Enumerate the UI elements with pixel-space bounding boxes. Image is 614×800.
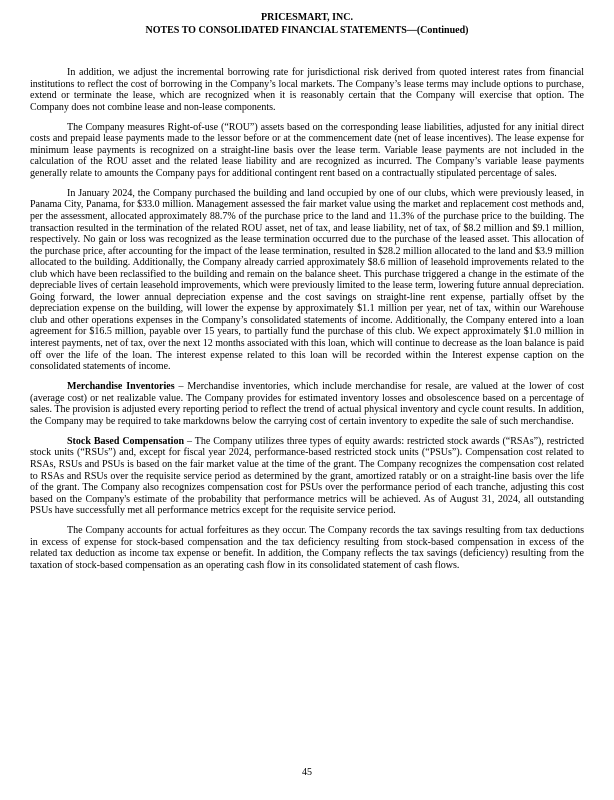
paragraph-text: The Company accounts for actual forfeitures as they occur. The Company records the tax savings resulting from tax deductions in excess of expense for stock-based compensation and the tax deficiency resulting from stock-based compensation in excess of the related tax deduction as income tax expense or benefit. In addition, the Company reflects the tax savings (deficiency) resulting from the taxation of stock-based compensation as an operating cash flow in its consolidated statement of cash flows. [30,525,584,571]
paragraph [30,381,584,427]
paragraph [30,67,584,113]
paragraph-text: In January 2024, the Company purchased the building and land occupied by one of our clubs, which were previously leased, in Panama City, Panama, for $33.0 million. Management assessed the fair market value using the market and replacement cost methods and, per the assessment, allocated approximately 88.7% of the purchase price to the land and 11.3% of the purchase price to the building. The transaction resulted in the termination of the related ROU asset, net of tax, and lease liability, net of tax, of $8.2 million and $9.1 million, respectively. No gain or loss was recognized as the lease termination occurred due to the purchase of the leased asset. This allocation of the purchase price, after accounting for the impact of the lease termination, resulted in $28.2 million allocated to the land and $3.9 million allocated to the building. Additionally, the Company already carried approximately $8.6 million of leasehold improvements related to the club which have been reclassified to the building and remain on the balance sheet. This purchase triggered a change in the estimate of the depreciable lives of certain leasehold improvements, which were previously limited to the lease term, lowering future annual depreciation. Going forward, the lower annual depreciation expense and the cost savings on straight-line rent expense, partially offset by the depreciation expense on the building, will lower the expense by approximately $1.1 million per year, net of tax, within our Warehouse club and other operations expenses in the Company’s consolidated statements of income. Additionally, the Company entered into a loan agreement for $16.5 million, payable over 15 years, to partially fund the purchase of this club. We expect approximately $1.0 million in interest payments, net of tax, over the next 12 months associated with this loan, which will continue to decrease as the loan balance is paid off over the life of the loan. The interest expense related to this loan will be recorded within the Interest expense caption on the consolidated statements of income. [30,187,585,373]
paragraph-text: In addition, we adjust the incremental borrowing rate for jurisdictional risk derived from quoted interest rates from financial institutions to reflect the cost of borrowing in the Company’s local markets. The Company’s lease terms may include options to purchase, extend or terminate the lease, which are recognized when it is reasonably certain that the Company will exercise that option. The Company does not combine lease and non-lease components. [30,67,584,113]
paragraph [30,188,584,373]
paragraph-text: – Merchandise inventories, which include merchandise for resale, are valued at the lower of cost (average cost) or net realizable value. The Company provides for estimated inventory losses and obsolescence based on a percentage of sales. The provision is adjusted every reporting period to reflect the trend of actual physical inventory and cycle count results. In addition, the Company may be required to take markdowns below the carrying cost of certain inventory to expedite the sale of such merchandise. [30,381,584,427]
paragraph-lead: Merchandise Inventories [67,381,175,393]
paragraph [30,122,584,180]
company-title: PRICESMART, INC. [261,12,353,23]
page-footer [0,767,614,778]
document-body [30,67,584,571]
paragraph-lead: Stock Based Compensation [67,435,185,447]
document-title: NOTES TO CONSOLIDATED FINANCIAL STATEMENTS—(Continued) [145,24,469,36]
page-number: 45 [302,767,312,778]
paragraph-text: – The Company utilizes three types of equity awards: restricted stock awards (“RSAs”), restricted stock units (“RSUs”) and, except for fiscal year 2024, performance-based restricted stock units (“PSUs”). Compensation cost related to RSAs, RSUs and PSUs is based on the fair market value at the time of the grant. The Company recognizes the compensation cost related to RSAs and RSUs over the requisite service period as determined by the grant, amortized ratably or on a straight-line basis over the life of the grant. The Company also recognizes compensation cost for PSUs over the performance period of each tranche, adjusting this cost based on the Company's estimate of the probability that performance metrics will be achieved. As of August 31, 2024, all outstanding PSUs have successfully met all performance metrics except for the requisite service period. [30,435,584,517]
paragraph [30,525,584,571]
paragraph-text: The Company measures Right-of-use (“ROU”) assets based on the corresponding lease liabilities, adjusted for any initial direct costs and prepaid lease payments made to the lessor before or at the commencement date (net of lease incentives). The lease expense for minimum lease payments is recognized on a straight-line basis over the lease term. Variable lease payments are not included in the calculation of the ROU asset and the related lease liability and are recognized as incurred. The Company’s variable lease payments generally relate to amounts the Company pays for additional contingent rent based on a contractually stipulated percentage of sales. [30,121,584,179]
paragraph [30,436,584,517]
document-header [30,12,584,37]
